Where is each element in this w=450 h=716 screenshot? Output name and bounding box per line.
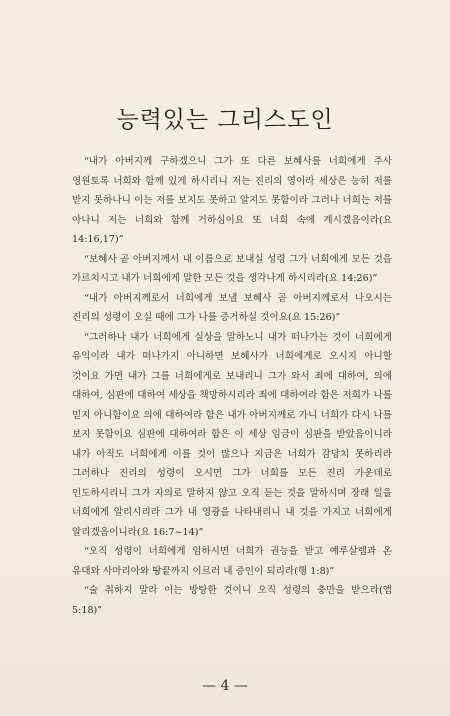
page-number: — 4 —	[202, 678, 248, 694]
scripture-paragraph: “내가 아버지께로서 너희에게 보낼 보혜사 곧 아버지께로서 나오시는 진리의 성령이 오실 때에 그가 나를 증거하실 것이요(요 15:26)”	[72, 292, 392, 323]
scripture-paragraph: “보혜사 곧 아버지께서 내 이름으로 보내실 성령 그가 너희에게 모든 것을 가르치시고 내가 너희에게 말한 모든 것을 생각나게 하시리라(요 14:26)”	[72, 253, 392, 284]
scripture-paragraph: “술 취하지 말라 이는 방탕한 것이니 오직 성령의 충만을 받으라(엡 5:18)”	[72, 585, 392, 616]
scripture-paragraph: “오직 성령이 너희에게 임하시면 너희가 권능을 받고 예루살렘과 온 유대와 사마리아와 땅끝까지 이르러 내 증인이 되리라(행 1:8)”	[72, 546, 392, 577]
scripture-paragraph: “그러하나 내가 너희에게 실상을 말하노니 내가 떠나가는 것이 너희에게 유익이라 내가 떠나가지 아니하면 보혜사가 너희에게로 오시지 아니할 것이요 가면 내가 그를 너희에게로 보내리니 그가 와서 죄에 대하여, 의에 대하여, 심판에 대하여 세상을 책망하시리라 죄에 대하여라 함은 저희가 나를 믿지 아니함이요 의에 대하여라 함은 내가 아버지께로 가니 너희가 다시 나를 보지 못함이요 심판에 대하여라 함은 이 세상 임금이 심판을 받았음이니라 내가 아직도 너희에게 이를 것이 많으나 지금은 너희가 감당치 못하리라 그러하나 진리의 성령이 오시면 그가 너희를 모든 진리 가운데로 인도하시리니 그가 자의로 말하지 않고 오직 듣는 것을 말하시며 장래 일을 너희에게 알리시리라 그가 내 영광을 나타내리니 내 것을 가지고 너희에게 알리겠음이니라(요 16:7~14)”	[72, 331, 392, 538]
chapter-title: 능력있는 그리스도인	[116, 107, 334, 133]
scripture-paragraph: “내가 아버지께 구하겠으니 그가 또 다른 보혜사를 너희에게 주사 영원토록 너희와 함께 있게 하시리니 저는 진리의 영이라 세상은 능히 저를 받지 못하나니 이는 저를 보지도 못하고 알지도 못함이라 그러나 너희는 저를 아나니 저는 너희와 함께 거하심이요 또 너희 속에 계시겠음이라(요 14:16,17)”	[72, 156, 392, 245]
body-text	[72, 152, 392, 620]
